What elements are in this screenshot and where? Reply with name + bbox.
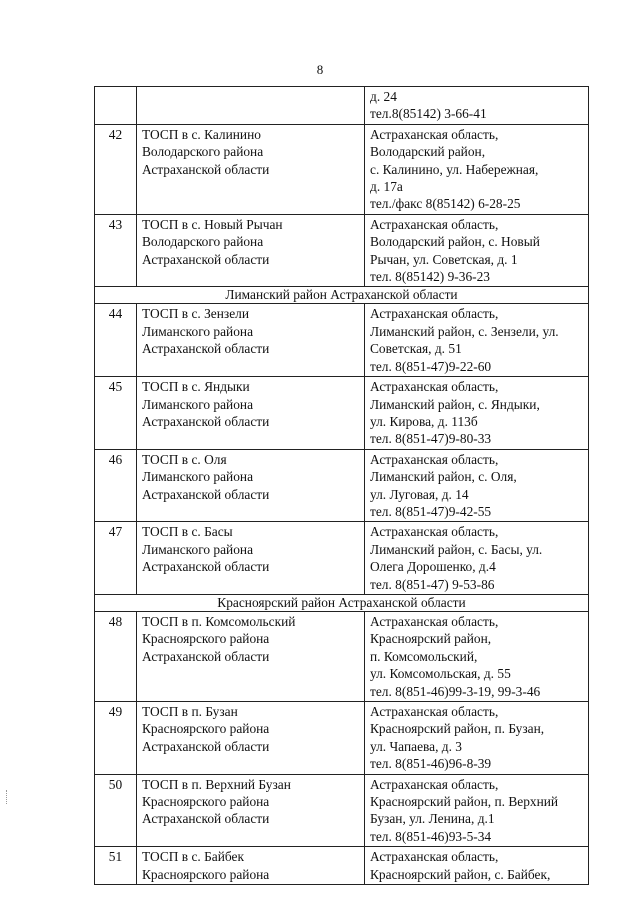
address-line: Астраханская область, [370, 776, 499, 792]
address-line: ул. Луговая, д. 14 [370, 486, 469, 502]
organization-name-line: Лиманского района [142, 469, 254, 485]
address-line: тел.8(85142) 3-66-41 [370, 106, 487, 122]
row-number: 49 [95, 702, 137, 775]
organization-name-line: Красноярского района [142, 794, 270, 810]
address-line: ул. Комсомольская, д. 55 [370, 666, 511, 682]
organization-name-line: ТОСП в с. Калинино [142, 126, 261, 142]
address-line: Советская, д. 51 [370, 341, 462, 357]
address-line: Володарский район, [370, 144, 486, 160]
address-line: тел. 8(851-47) 9-53-86 [370, 576, 495, 592]
organization-name-line: Красноярского района [142, 866, 270, 882]
address-line: ул. Кирова, д. 113б [370, 413, 478, 429]
address-line: Астраханская область, [370, 613, 499, 629]
organization-name-cell [137, 377, 365, 450]
section-title: Красноярский район Астраханской области [95, 594, 589, 611]
address-line: тел. 8(85142) 9-36-23 [370, 269, 491, 285]
table-row [95, 124, 589, 214]
table-row [95, 611, 589, 701]
table-row [95, 214, 589, 287]
table-row [95, 702, 589, 775]
row-number: 43 [95, 214, 137, 287]
organization-name-line: Астраханской области [142, 413, 270, 429]
organization-name-line: Астраханской области [142, 738, 270, 754]
organization-name-cell [137, 702, 365, 775]
organization-name-line: ТОСП в с. Басы [142, 524, 233, 540]
row-number: 51 [95, 847, 137, 885]
address-line: Лиманский район, с. Зензели, ул. [370, 323, 559, 339]
table-row [95, 87, 589, 125]
address-line: д. 17а [370, 179, 403, 195]
address-cell [365, 702, 589, 775]
address-line: Красноярский район, п. Верхний [370, 794, 559, 810]
organization-name-line: ТОСП в с. Зензели [142, 306, 249, 322]
address-line: тел. 8(851-47)9-42-55 [370, 503, 492, 519]
address-line: тел. 8(851-47)9-80-33 [370, 431, 492, 447]
address-line: Красноярский район, с. Байбек, [370, 866, 551, 882]
address-line: тел./факс 8(85142) 6-28-25 [370, 196, 521, 212]
organization-name-line: Астраханской области [142, 559, 270, 575]
address-line: с. Калинино, ул. Набережная, [370, 161, 539, 177]
organization-name-cell [137, 847, 365, 885]
organization-name-cell [137, 87, 365, 125]
address-line: Красноярский район, п. Бузан, [370, 721, 545, 737]
address-line: Лиманский район, с. Оля, [370, 469, 517, 485]
address-line: Астраханская область, [370, 379, 499, 395]
address-line: Лиманский район, с. Яндыки, [370, 396, 540, 412]
address-cell [365, 611, 589, 701]
address-cell [365, 522, 589, 595]
table-row [95, 377, 589, 450]
address-line: п. Комсомольский, [370, 648, 478, 664]
table-row [95, 522, 589, 595]
organization-name-line: ТОСП в с. Новый Рычан [142, 216, 283, 232]
address-line: Красноярский район, [370, 631, 492, 647]
organization-name-line: Астраханской области [142, 486, 270, 502]
margin-mark [6, 790, 9, 804]
address-cell [365, 124, 589, 214]
organization-name-line: Астраханской области [142, 161, 270, 177]
organization-name-line: ТОСП в с. Яндыки [142, 379, 250, 395]
address-cell [365, 304, 589, 377]
table-body [95, 87, 589, 885]
address-line: Рычан, ул. Советская, д. 1 [370, 251, 518, 267]
address-line: Астраханская область, [370, 524, 499, 540]
organization-name-line: Астраханской области [142, 341, 270, 357]
organization-name-line: Лиманского района [142, 323, 254, 339]
address-line: Астраханская область, [370, 126, 499, 142]
organization-name-line: ТОСП в с. Оля [142, 451, 227, 467]
address-cell [365, 449, 589, 522]
address-line: Олега Дорошенко, д.4 [370, 559, 496, 575]
address-line: тел. 8(851-46)96-8-39 [370, 756, 492, 772]
organization-name-cell [137, 774, 365, 847]
organization-name-cell [137, 124, 365, 214]
table-row [95, 847, 589, 885]
address-line: Володарский район, с. Новый [370, 234, 540, 250]
address-line: д. 24 [370, 89, 397, 104]
address-line: Астраханская область, [370, 216, 499, 232]
row-number: 46 [95, 449, 137, 522]
organization-name-cell [137, 449, 365, 522]
address-line: Лиманский район, с. Басы, ул. [370, 541, 543, 557]
organization-name-cell [137, 304, 365, 377]
page-number: 8 [316, 62, 324, 77]
organization-name-line: Красноярского района [142, 721, 270, 737]
organization-name-cell [137, 522, 365, 595]
row-number: 50 [95, 774, 137, 847]
section-header-row [95, 287, 589, 304]
organization-name-line: Лиманского района [142, 396, 254, 412]
address-cell [365, 87, 589, 125]
section-header-row [95, 594, 589, 611]
address-cell [365, 847, 589, 885]
row-number: 47 [95, 522, 137, 595]
row-number: 48 [95, 611, 137, 701]
address-line: тел. 8(851-46)99-3-19, 99-3-46 [370, 683, 541, 699]
table-row [95, 449, 589, 522]
address-line: тел. 8(851-47)9-22-60 [370, 358, 492, 374]
organization-name-line: Красноярского района [142, 631, 270, 647]
organization-name-line: ТОСП в п. Верхний Бузан [142, 776, 291, 792]
table-row [95, 304, 589, 377]
organization-name-line: ТОСП в п. Комсомольский [142, 613, 296, 629]
row-number: 44 [95, 304, 137, 377]
row-number [95, 87, 137, 125]
address-line: Астраханская область, [370, 306, 499, 322]
address-cell [365, 214, 589, 287]
address-line: Астраханская область, [370, 704, 499, 719]
organization-name-line: Лиманского района [142, 541, 254, 557]
address-line: Астраханская область, [370, 849, 499, 865]
address-cell [365, 377, 589, 450]
address-line: тел. 8(851-46)93-5-34 [370, 828, 492, 844]
organization-name-line: Астраханской области [142, 648, 270, 664]
organization-name-cell [137, 214, 365, 287]
section-title: Лиманский район Астраханской области [95, 287, 589, 304]
address-line: Астраханская область, [370, 451, 499, 467]
address-line: Бузан, ул. Ленина, д.1 [370, 811, 495, 827]
address-cell [365, 774, 589, 847]
organization-name-line: Володарского района [142, 144, 264, 160]
organization-name-line: Астраханской области [142, 811, 270, 827]
organization-name-line: ТОСП в п. Бузан [142, 704, 238, 719]
address-line: ул. Чапаева, д. 3 [370, 738, 462, 754]
organization-name-line: Астраханской области [142, 251, 270, 267]
organizations-table [94, 86, 589, 885]
organization-name-line: Володарского района [142, 234, 264, 250]
row-number: 42 [95, 124, 137, 214]
table-row [95, 774, 589, 847]
organization-name-cell [137, 611, 365, 701]
organization-name-line: ТОСП в с. Байбек [142, 849, 244, 865]
row-number: 45 [95, 377, 137, 450]
